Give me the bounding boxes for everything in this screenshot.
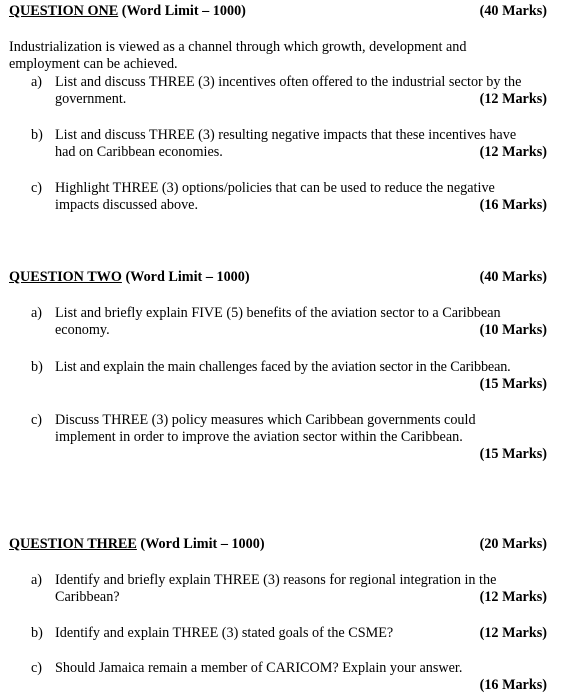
question-two-item-b [31, 359, 565, 393]
question-one-item-a [31, 74, 547, 108]
question-two-item-c [31, 412, 547, 463]
item-text-line2: impacts discussed above. [55, 197, 199, 213]
item-text-line1: Highlight THREE (3) options/policies that can be used to reduce the negative [55, 180, 495, 196]
item-label: c) [31, 660, 43, 676]
question-one-header [9, 3, 547, 20]
question-one-intro: Industrialization is viewed as a channel through which growth, development and employment can be achieved. [9, 39, 467, 72]
item-marks: (16 Marks) [479, 677, 547, 693]
question-three-item-a [31, 572, 547, 606]
item-label: a) [31, 74, 43, 90]
item-marks: (15 Marks) [479, 446, 547, 462]
item-text-line2: government. [55, 91, 127, 107]
item-label: a) [31, 572, 43, 588]
question-one-item-c [31, 180, 547, 214]
question-two-item-a [31, 305, 547, 339]
item-text-line1: Identify and explain THREE (3) stated goals of the CSME? [55, 625, 394, 641]
question-two-limit: (Word Limit – 1000) [125, 269, 250, 285]
item-text-line1: Identify and briefly explain THREE (3) reasons for regional integration in the [55, 572, 497, 588]
item-marks: (16 Marks) [479, 197, 547, 213]
question-one-marks: (40 Marks) [479, 3, 547, 19]
item-marks: (12 Marks) [479, 625, 547, 641]
item-label: c) [31, 412, 43, 428]
item-label: b) [31, 359, 43, 375]
question-three-title: QUESTION THREE [9, 536, 137, 552]
question-three-item-c [31, 660, 547, 694]
item-text-line1: Discuss THREE (3) policy measures which Caribbean governments could [55, 412, 476, 428]
item-label: b) [31, 625, 43, 641]
item-label: c) [31, 180, 43, 196]
item-text-line2: had on Caribbean economies. [55, 144, 223, 160]
question-three-item-b [31, 625, 547, 642]
question-three-marks: (20 Marks) [479, 536, 547, 552]
question-three-header [9, 536, 547, 553]
question-one-limit: (Word Limit – 1000) [121, 3, 246, 19]
item-text-line1: List and discuss THREE (3) resulting negative impacts that these incentives have [55, 127, 517, 143]
item-marks: (12 Marks) [479, 589, 547, 605]
item-label: a) [31, 305, 43, 321]
item-label: b) [31, 127, 43, 143]
item-marks: (12 Marks) [479, 91, 547, 107]
question-two-header [9, 269, 547, 286]
item-text-line2: economy. [55, 322, 110, 338]
question-three-limit: (Word Limit – 1000) [140, 536, 265, 552]
item-text-line1: List and explain the main challenges faced by the aviation sector in the Caribbean. [55, 359, 511, 375]
question-one-title: QUESTION ONE [9, 3, 119, 19]
question-two-marks: (40 Marks) [479, 269, 547, 285]
item-marks: (12 Marks) [479, 144, 547, 160]
item-marks: (15 Marks) [479, 376, 547, 392]
item-text-line1: List and briefly explain FIVE (5) benefits of the aviation sector to a Caribbean [55, 305, 501, 321]
item-text-line1: Should Jamaica remain a member of CARICOM? Explain your answer. [55, 660, 463, 676]
item-text-line2: implement in order to improve the aviation sector within the Caribbean. [55, 429, 463, 445]
item-marks: (10 Marks) [479, 322, 547, 338]
item-text-line2: Caribbean? [55, 589, 120, 605]
question-one-item-b [31, 127, 547, 161]
question-two-title: QUESTION TWO [9, 269, 122, 285]
item-text-line1: List and discuss THREE (3) incentives often offered to the industrial sector by the [55, 74, 522, 90]
